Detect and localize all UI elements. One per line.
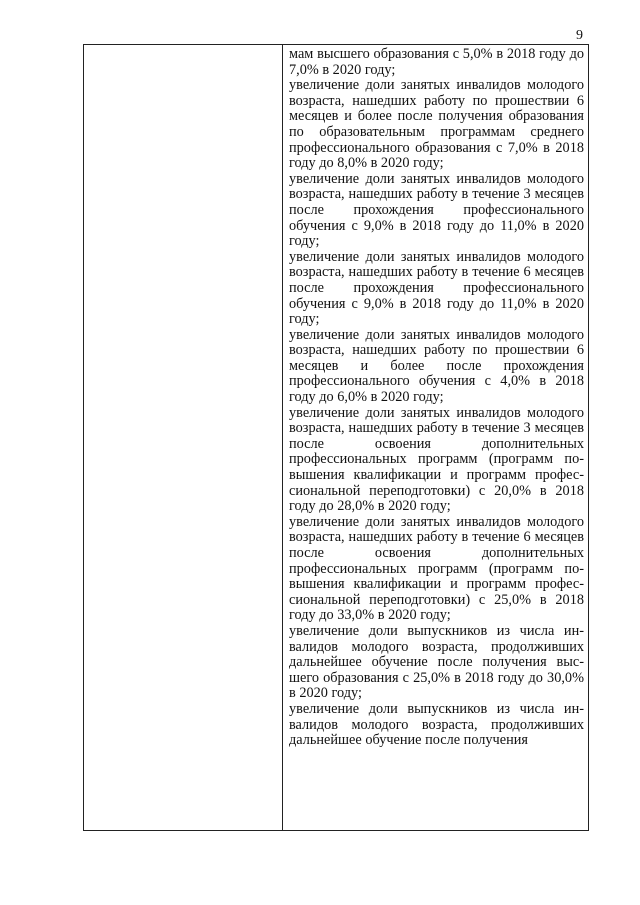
- indicator-paragraph: увеличение доли занятых инвалидов молодого возраста, нашедших работу по прошествии 6 месяцев и более после получения образования по образовательным программам среднего профессионального образования с 7,0% в 2018 году до 8,0% в 2020 году;: [289, 77, 584, 172]
- indicator-paragraph: увеличение доли занятых инвалидов молодого возраста, нашедших работу в течение 6 месяцев после освоения дополнительных профессиональных программ (программ повышения квалификации и программ профессиональной переподготовки) с 25,0% в 2018 году до 33,0% в 2020 году;: [289, 513, 584, 624]
- document-table: [83, 44, 589, 831]
- table-right-cell: [283, 45, 588, 830]
- indicator-paragraph: увеличение доли занятых инвалидов молодого возраста, нашедших работу в течение 3 месяцев после прохождения профессионального обучения с 9,0% в 2018 году до 11,0% в 2020 году;: [289, 170, 584, 250]
- page-number: 9: [576, 28, 583, 43]
- indicator-paragraph: мам высшего образования с 5,0% в 2018 году до 7,0% в 2020 году;: [289, 46, 584, 78]
- table-left-cell: [84, 45, 283, 830]
- indicator-paragraph: увеличение доли занятых инвалидов молодого возраста, нашедших работу в течение 6 месяцев после прохождения профессионального обучения с 9,0% в 2018 году до 11,0% в 2020 году;: [289, 248, 584, 328]
- indicator-paragraph: увеличение доли выпускников из числа инвалидов молодого возраста, продолживших дальнейшее обучение после получения высшего образования с 25,0% в 2018 году до 30,0% в 2020 году;: [289, 622, 584, 702]
- indicator-paragraph: увеличение доли занятых инвалидов молодого возраста, нашедших работу в течение 3 месяцев после освоения дополнительных профессиональных программ (программ повышения квалификации и программ профессиональной переподготовки) с 20,0% в 2018 году до 28,0% в 2020 году;: [289, 404, 584, 515]
- indicator-paragraph: увеличение доли занятых инвалидов молодого возраста, нашедших работу по прошествии 6 месяцев и более после прохождения профессионального обучения с 4,0% в 2018 году до 6,0% в 2020 году;: [289, 326, 584, 406]
- indicator-paragraph: увеличение доли выпускников из числа инвалидов молодого возраста, продолживших дальнейшее обучение после получения: [289, 700, 584, 749]
